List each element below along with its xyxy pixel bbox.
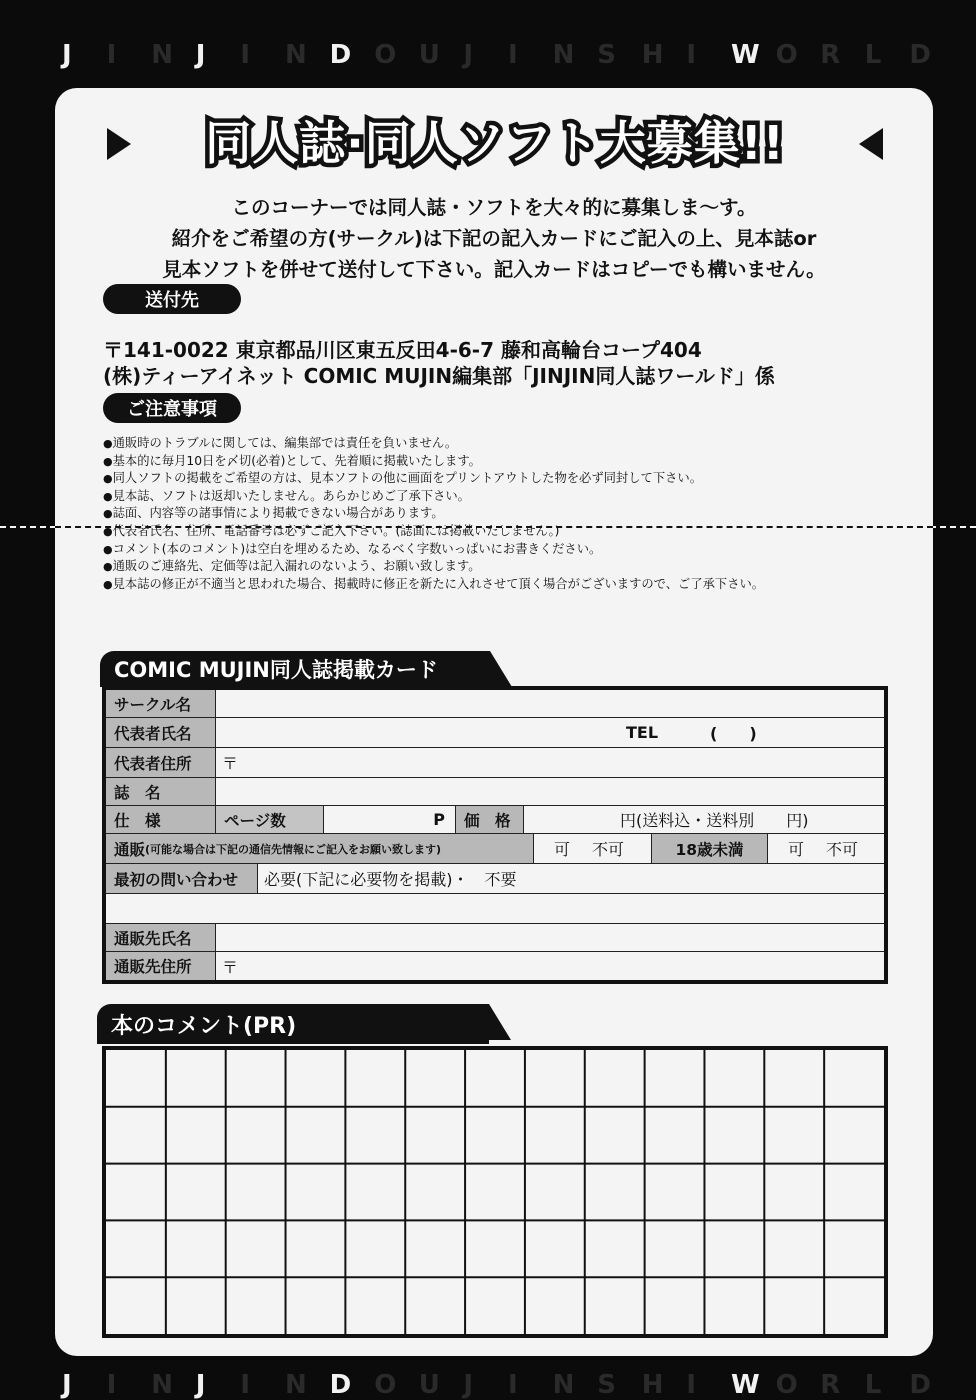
- circle-name-field[interactable]: [216, 690, 884, 717]
- note-item: ● 見本誌、ソフトは返却いたしません。あらかじめご了承下さい。: [103, 488, 883, 506]
- headline: 同人誌·同人ソフト大募集!!: [185, 101, 804, 179]
- under18-label: 18歳未満: [652, 834, 768, 863]
- mailorder-choice[interactable]: [534, 834, 652, 863]
- rep-name-field[interactable]: [216, 718, 884, 747]
- mailorder-title: 通販: [114, 840, 146, 859]
- row-blank: [106, 894, 884, 924]
- mail-name-label: 通販先氏名: [106, 924, 216, 951]
- intro-line: 見本ソフトを併せて送付して下さい。記入カードはコピーでも構いません。: [162, 258, 826, 281]
- band-letter: O: [775, 40, 798, 70]
- band-letter: J: [195, 1370, 206, 1400]
- mailorder-ok[interactable]: 可: [554, 840, 571, 859]
- notes-label: ご注意事項: [103, 393, 241, 423]
- blank-field[interactable]: [106, 894, 884, 923]
- note-item: ● 同人ソフトの掲載をご希望の方は、見本ソフトの他に画面をプリントアウトした物を必ず同封して下さい。: [103, 470, 883, 488]
- band-letter: I: [106, 1370, 117, 1400]
- band-letter: U: [418, 40, 440, 70]
- band-letter: N: [552, 1370, 575, 1400]
- price-field[interactable]: [524, 806, 884, 833]
- row-title: [106, 778, 884, 806]
- under18-ng[interactable]: 不可: [826, 840, 859, 859]
- band-letter: I: [240, 40, 251, 70]
- price-label: 価 格: [456, 806, 524, 833]
- note-item: ● 代表者氏名、住所、電話番号は必ずご記入下さい。(誌面には掲載いたしません。): [103, 523, 883, 541]
- tel-label: TEL: [626, 723, 659, 742]
- band-letter: R: [820, 1370, 841, 1400]
- band-letter: N: [285, 1370, 307, 1400]
- first-inquiry-field[interactable]: [258, 864, 884, 893]
- note-item: ● 見本誌の修正が不適当と思われた場合、掲載時に修正を新たに入れさせて頂く場合がございますので、ご了承下さい。: [103, 576, 883, 594]
- notes-list: [103, 435, 883, 593]
- headline-banner: [95, 100, 895, 180]
- arrow-right-icon: [107, 128, 131, 160]
- band-letter: I: [686, 40, 697, 70]
- band-letter: O: [374, 1370, 397, 1400]
- note-item: ● 通販のご連絡先、定価等は記入漏れのないよう、お願い致します。: [103, 558, 883, 576]
- note-item: ● 基本的に毎月10日を〆切(必着)として、先着順に掲載いたします。: [103, 453, 883, 471]
- band-letter: H: [641, 40, 664, 70]
- pages-field[interactable]: [324, 806, 456, 833]
- intro-text: [55, 192, 933, 285]
- under18-choice[interactable]: [768, 834, 884, 863]
- band-letter: I: [508, 1370, 518, 1400]
- pages-label: ページ数: [216, 806, 324, 833]
- band-letter: J: [463, 40, 474, 70]
- row-mail-name: [106, 924, 884, 952]
- band-letter: J: [195, 40, 206, 70]
- rep-address-field[interactable]: [216, 748, 884, 777]
- address-line-2: (株)ティーアイネット COMIC MUJIN編集部「JINJIN同人誌ワールド」係: [103, 364, 775, 388]
- band-letter: S: [597, 1370, 616, 1400]
- row-address: [106, 748, 884, 778]
- band-letter: O: [775, 1370, 798, 1400]
- note-item: ● 通販時のトラブルに関しては、編集部では責任を負いません。: [103, 435, 883, 453]
- band-letter: I: [240, 1370, 251, 1400]
- mailorder-ng[interactable]: 不可: [592, 840, 625, 859]
- band-letter: U: [418, 1370, 440, 1400]
- first-inquiry-label: 最初の問い合わせ: [106, 864, 258, 893]
- header-band: [0, 32, 976, 78]
- band-letter: D: [329, 1370, 352, 1400]
- band-letter: L: [864, 1370, 882, 1400]
- postal-mark: 〒: [222, 957, 239, 977]
- row-circle: [106, 690, 884, 718]
- row-first-inquiry: [106, 864, 884, 894]
- intro-line: 紹介をご希望の方(サークル)は下記の記入カードにご記入の上、見本誌or: [171, 227, 817, 250]
- address-line-1: 〒141-0022 東京都品川区東五反田4-6-7 藤和高輪台コープ404: [103, 338, 702, 362]
- mailorder-note: (可能な場合は下記の通信先情報にご記入をお願い致します): [145, 842, 442, 856]
- book-title-field[interactable]: [216, 778, 884, 805]
- intro-line: このコーナーでは同人誌・ソフトを大々的に募集しま〜す。: [231, 196, 757, 219]
- rep-address-label: 代表者住所: [106, 748, 216, 777]
- under18-ok[interactable]: 可: [788, 840, 805, 859]
- note-item: ● コメント(本のコメント)は空白を埋めるため、なるべく字数いっぱいにお書きください。: [103, 541, 883, 559]
- band-letter: N: [552, 40, 575, 70]
- cut-line: [55, 526, 933, 528]
- note-item: ● 誌面、内容等の諸事情により掲載できない場合があります。: [103, 505, 883, 523]
- mail-name-field[interactable]: [216, 924, 884, 951]
- footer-band: [0, 1362, 976, 1400]
- band-letter: R: [820, 40, 841, 70]
- row-mail-address: [106, 952, 884, 980]
- band-letter: D: [909, 40, 931, 70]
- arrow-left-icon: [859, 128, 883, 160]
- comment-grid-lines: [106, 1050, 884, 1334]
- band-letter: H: [641, 1370, 664, 1400]
- band-letter: I: [106, 40, 117, 70]
- row-spec: [106, 806, 884, 834]
- band-letter: N: [285, 40, 307, 70]
- send-to-label: 送付先: [103, 284, 241, 314]
- band-letter: J: [463, 1370, 474, 1400]
- band-letter: I: [508, 40, 518, 70]
- tel-area-code[interactable]: ( ): [710, 724, 757, 743]
- band-letter: D: [329, 40, 352, 70]
- band-letter: S: [597, 40, 616, 70]
- price-text: 円(送料込・送料別 円): [620, 811, 809, 830]
- postal-mark: 〒: [222, 754, 239, 773]
- form-title: COMIC MUJIN同人誌掲載カード: [100, 651, 490, 687]
- mail-address-label: 通販先住所: [106, 952, 216, 980]
- spec-label: 仕 様: [106, 806, 216, 833]
- rep-name-label: 代表者氏名: [106, 718, 216, 747]
- band-letter: I: [686, 1370, 697, 1400]
- band-letter: J: [62, 1370, 72, 1400]
- band-letter: W: [731, 1370, 760, 1400]
- row-rep: [106, 718, 884, 748]
- comment-title: 本のコメント(PR): [97, 1004, 489, 1044]
- band-letter: N: [151, 40, 173, 70]
- pages-unit: P: [433, 810, 445, 829]
- book-title-label: 誌 名: [106, 778, 216, 805]
- band-letter: O: [374, 40, 397, 70]
- first-inquiry-options: 必要(下記に必要物を掲載)・ 不要: [264, 870, 517, 889]
- band-letter: N: [151, 1370, 173, 1400]
- mail-address-field[interactable]: [216, 952, 884, 980]
- circle-name-label: サークル名: [106, 690, 216, 717]
- mailorder-label: [106, 834, 534, 863]
- comment-grid[interactable]: [102, 1046, 888, 1338]
- row-mailorder: [106, 834, 884, 864]
- band-letter: J: [62, 40, 72, 70]
- band-letter: L: [864, 40, 882, 70]
- entry-card-form: [102, 686, 888, 984]
- band-letter: D: [909, 1370, 931, 1400]
- band-letter: W: [731, 40, 760, 70]
